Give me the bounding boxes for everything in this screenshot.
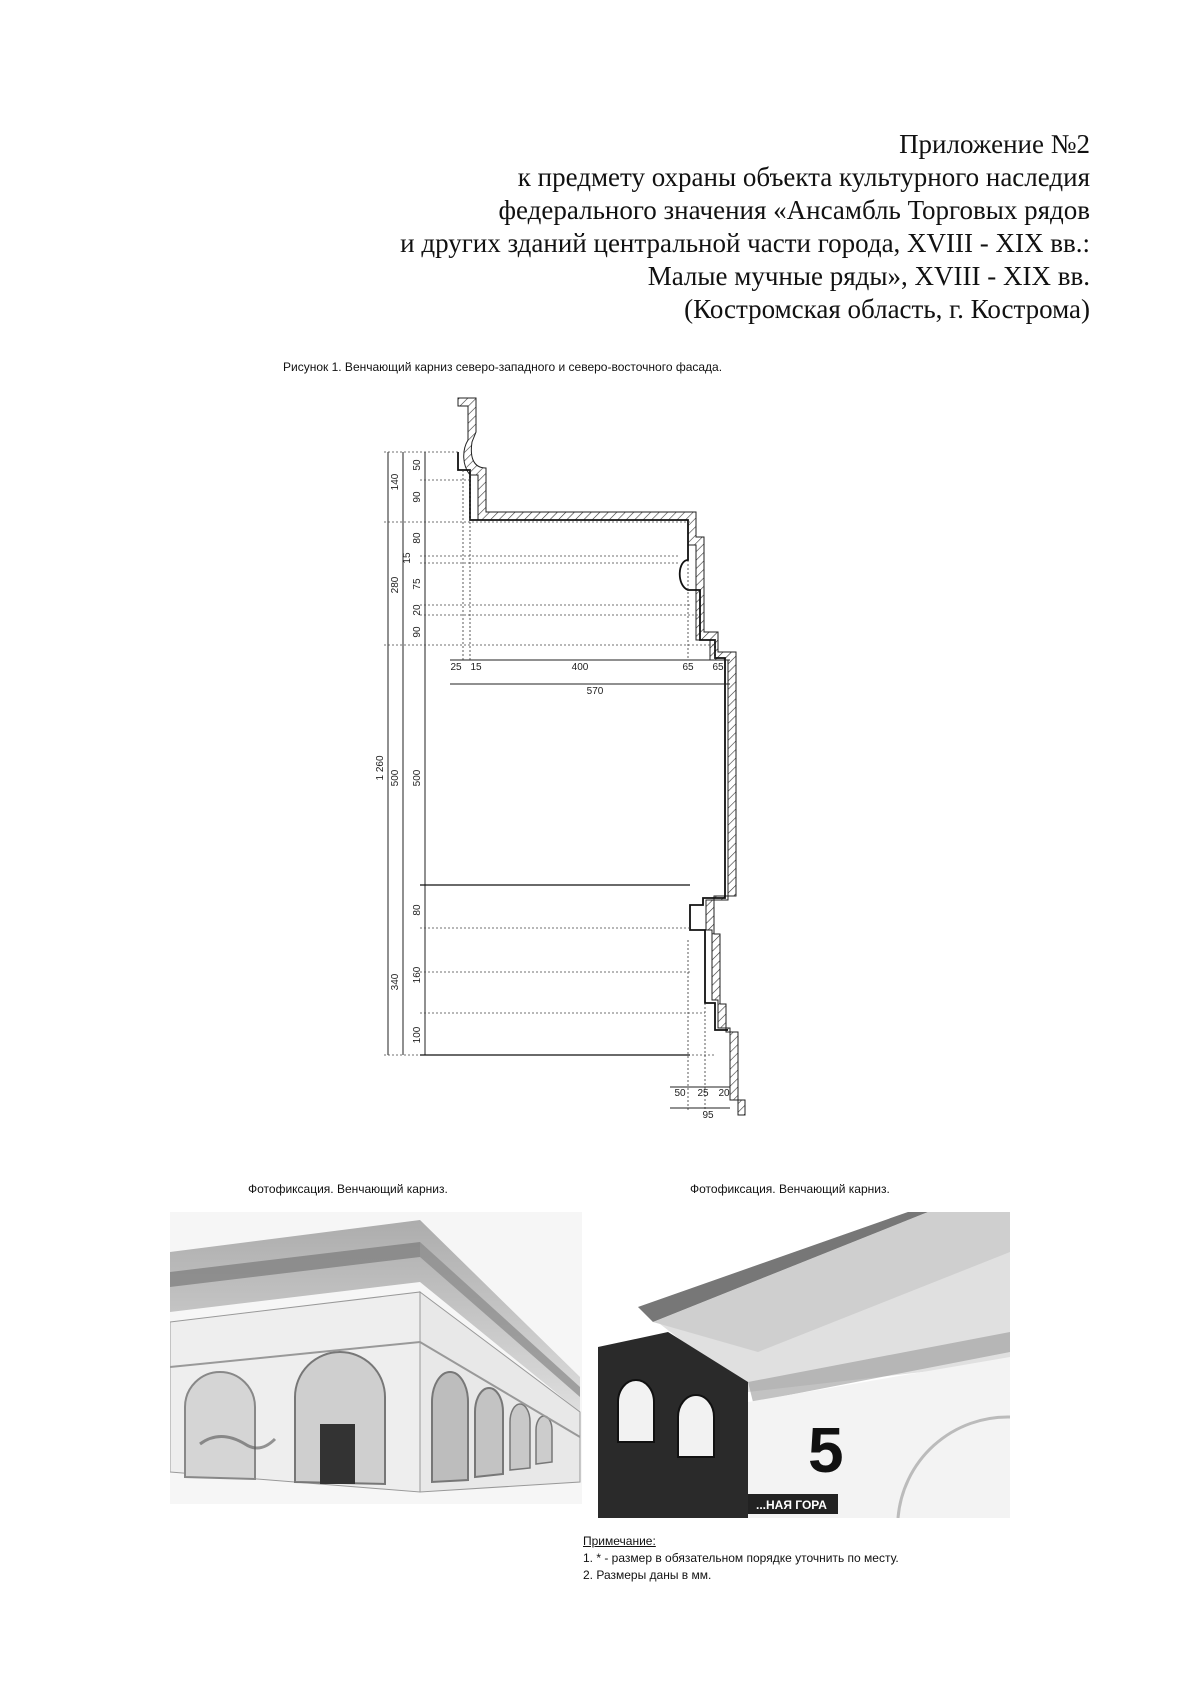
dim-500: 500 (412, 769, 423, 787)
header-line: к предмету охраны объекта культурного наследия (517, 162, 1090, 192)
dim-75: 75 (412, 578, 423, 590)
header-line: (Костромская область, г. Кострома) (684, 294, 1090, 324)
dim-50: 50 (412, 459, 423, 471)
dim-h25: 25 (450, 662, 462, 673)
extension-lines (384, 452, 715, 1055)
dim-100: 100 (412, 1026, 423, 1044)
photo2-caption: Фотофиксация. Венчающий карниз. (690, 1182, 890, 1196)
dim-90b: 90 (412, 626, 423, 638)
dim-h570: 570 (586, 686, 604, 697)
dim-15: 15 (402, 552, 413, 564)
dim-b50: 50 (674, 1088, 686, 1099)
dim-h15: 15 (470, 662, 482, 673)
building-number-5: 5 (808, 1414, 844, 1486)
dim-160: 160 (412, 966, 423, 984)
dim-340: 340 (390, 973, 401, 991)
photo1-caption: Фотофиксация. Венчающий карниз. (248, 1182, 448, 1196)
cornice-section-hatch (458, 398, 745, 1115)
header-line: Малые мучные ряды», XVIII - XIX вв. (647, 261, 1090, 291)
street-sign-text: ...НАЯ ГОРА (756, 1498, 827, 1512)
dim-h65a: 65 (682, 662, 694, 673)
dim-500-group: 500 (390, 769, 401, 787)
note-block (583, 1533, 899, 1584)
header-line: Приложение №2 (899, 129, 1090, 159)
note-item: 2. Размеры даны в мм. (583, 1568, 712, 1582)
dim-b95: 95 (702, 1110, 714, 1121)
dim-h400: 400 (571, 662, 589, 673)
dim-280: 280 (390, 576, 401, 594)
photo-arcade (170, 1212, 582, 1504)
dim-20: 20 (412, 604, 423, 616)
header-line: федерального значения «Ансамбль Торговых рядов (498, 195, 1090, 225)
dim-90a: 90 (412, 491, 423, 503)
dim-b20: 20 (718, 1088, 730, 1099)
figure-caption: Рисунок 1. Венчающий карниз северо-западного и северо-восточного фасада. (283, 360, 723, 374)
photo-cornice-closeup (598, 1212, 1010, 1518)
dim-140: 140 (390, 473, 401, 491)
header-line: и других зданий центральной части города, XVIII - XIX вв.: (400, 228, 1090, 258)
dim-80b: 80 (412, 904, 423, 916)
note-item: 1. * - размер в обязательном порядке уточнить по месту. (583, 1551, 899, 1565)
cornice-profile-line (458, 452, 728, 1030)
dim-80a: 80 (412, 532, 423, 544)
dim-b25: 25 (697, 1088, 709, 1099)
dim-total: 1 260 (375, 755, 386, 781)
solid-guide-lines (420, 885, 690, 1055)
note-title: Примечание: (583, 1534, 656, 1548)
dim-h65b: 65 (712, 662, 724, 673)
